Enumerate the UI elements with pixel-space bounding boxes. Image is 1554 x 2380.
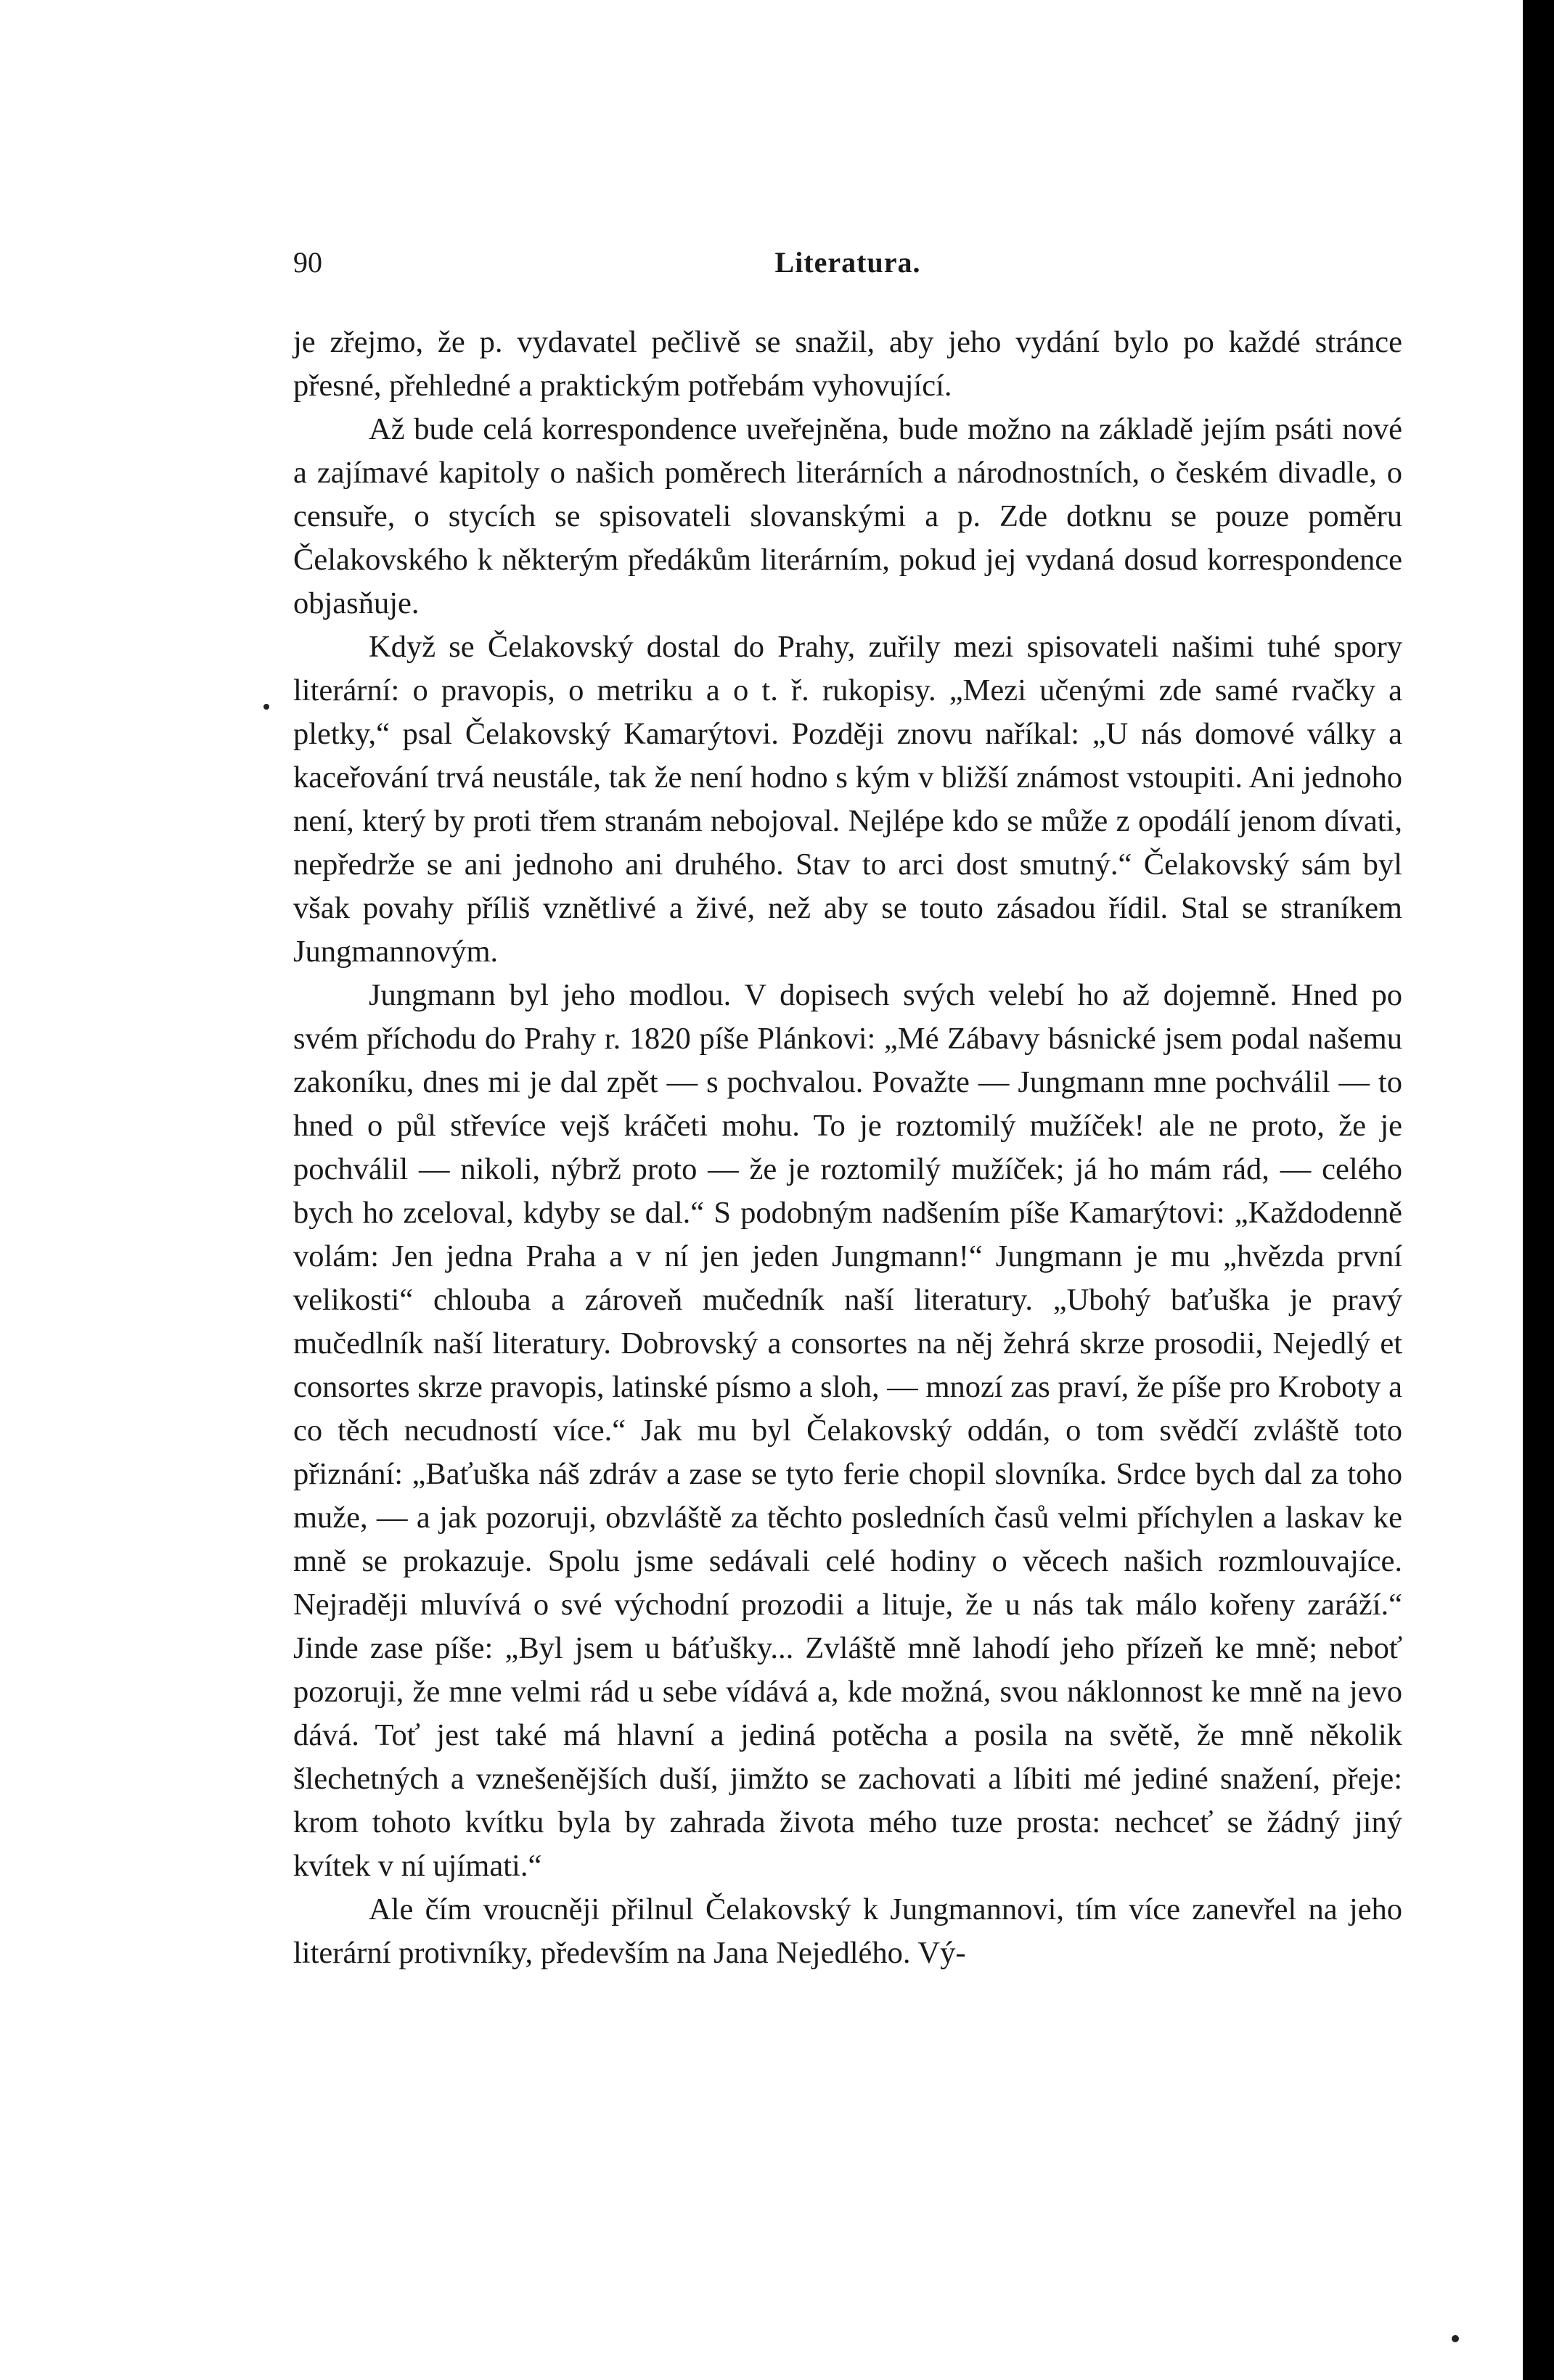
body-text — [293, 321, 1402, 1975]
scan-speck — [1452, 2335, 1459, 2342]
running-title: Literatura. — [774, 246, 921, 279]
paragraph: je zřejmo, že p. vydavatel pečlivě se snažil, aby jeho vydání bylo po každé stránce přesné, přehledné a praktickým potřebám vyhovující. — [293, 325, 1402, 403]
paragraph: Až bude celá korrespondence uveřejněna, bude možno na základě jejím psáti nové a zajímavé kapitoly o našich poměrech literárních a národnostních, o českém divadle, o censuře, o stycích se spisovateli slovanskými a p. Zde dotknu se pouze poměru Čelakovského k některým předákům literárním, pokud jej vydaná dosud korrespondence objasňuje. — [293, 412, 1402, 620]
page-header — [293, 245, 1402, 289]
paragraph: Jungmann byl jeho modlou. V dopisech svých velebí ho až dojemně. Hned po svém příchodu do Prahy r. 1820 píše Plánkovi: „Mé Zábavy básnické jsem podal našemu zakoníku, dnes mi je dal zpět — s pochvalou. Považte — Jungmann mne pochválil — to hned o půl střevíce vejš kráčeti mohu. To je roztomilý mužíček! ale ne proto, že je pochválil — nikoli, nýbrž proto — že je roztomilý mužíček; já ho mám rád, — celého bych ho zceloval, kdyby se dal.“ S podobným nadšením píše Kamarýtovi: „Každodenně volám: Jen jedna Praha a v ní jen jeden Jungmann!“ Jungmann je mu „hvězda první velikosti“ chlouba a zároveň mučedník naší literatury. „Ubohý baťuška je pravý mučedlník naší literatury. Dobrovský a consortes na něj žehrá skrze prosodii, Nejedlý et consortes skrze pravopis, latinské písmo a sloh, — mnozí zas praví, že píše pro Kroboty a co těch necudností více.“ Jak mu byl Čelakovský oddán, o tom svědčí zvláště toto přiznání: „Baťuška náš zdráv a zase se tyto ferie chopil slovníka. Srdce bych dal za toho muže, — a jak pozoruji, obzvláště za těchto posledních časů velmi příchylen a laskav ke mně se prokazuje. Spolu jsme sedávali celé hodiny o věcech našich rozmlouvajíce. Nejraději mluvívá o své východní prozodii a lituje, že u nás tak málo kořeny zaráží.“ Jinde zase píše: „Byl jsem u báťušky... Zvláště mně lahodí jeho přízeň ke mně; neboť pozoruji, že mne velmi rád u sebe vídává a, kde možná, svou náklonnost ke mně na jevo dává. Toť jest také má hlavní a jediná potěcha a posila na světě, že mně několik šlechetných a vznešenějších duší, jimžto se zachovati a líbiti mé jediné snažení, přeje: krom tohoto kvítku byla by zahrada života mého tuze prosta: nechceť se žádný jiný kvítek v ní ujímati.“ — [293, 978, 1402, 1883]
scan-speck — [263, 704, 269, 710]
page-number: 90 — [293, 246, 322, 279]
paragraph: Když se Čelakovský dostal do Prahy, zuřily mezi spisovateli našimi tuhé spory literární: o pravopis, o metriku a o t. ř. rukopisy. „Mezi učenými zde samé rvačky a pletky,“ psal Čelakovský Kamarýtovi. Později znovu naříkal: „U nás domové války a kaceřování trvá neustále, tak že není hodno s kým v bližší známost vstoupiti. Ani jednoho není, který by proti třem stranám nebojoval. Nejlépe kdo se může z opodálí jenom dívati, nepředrže se ani jednoho ani druhého. Stav to arci dost smutný.“ Čelakovský sám byl však povahy příliš vznětlivé a živé, než aby se touto zásadou řídil. Stal se straníkem Jungmannovým. — [293, 630, 1402, 969]
paragraph: Ale čím vroucněji přilnul Čelakovský k Jungmannovi, tím více zanevřel na jeho literární protivníky, především na Jana Nejedlého. Vý- — [293, 1892, 1402, 1970]
